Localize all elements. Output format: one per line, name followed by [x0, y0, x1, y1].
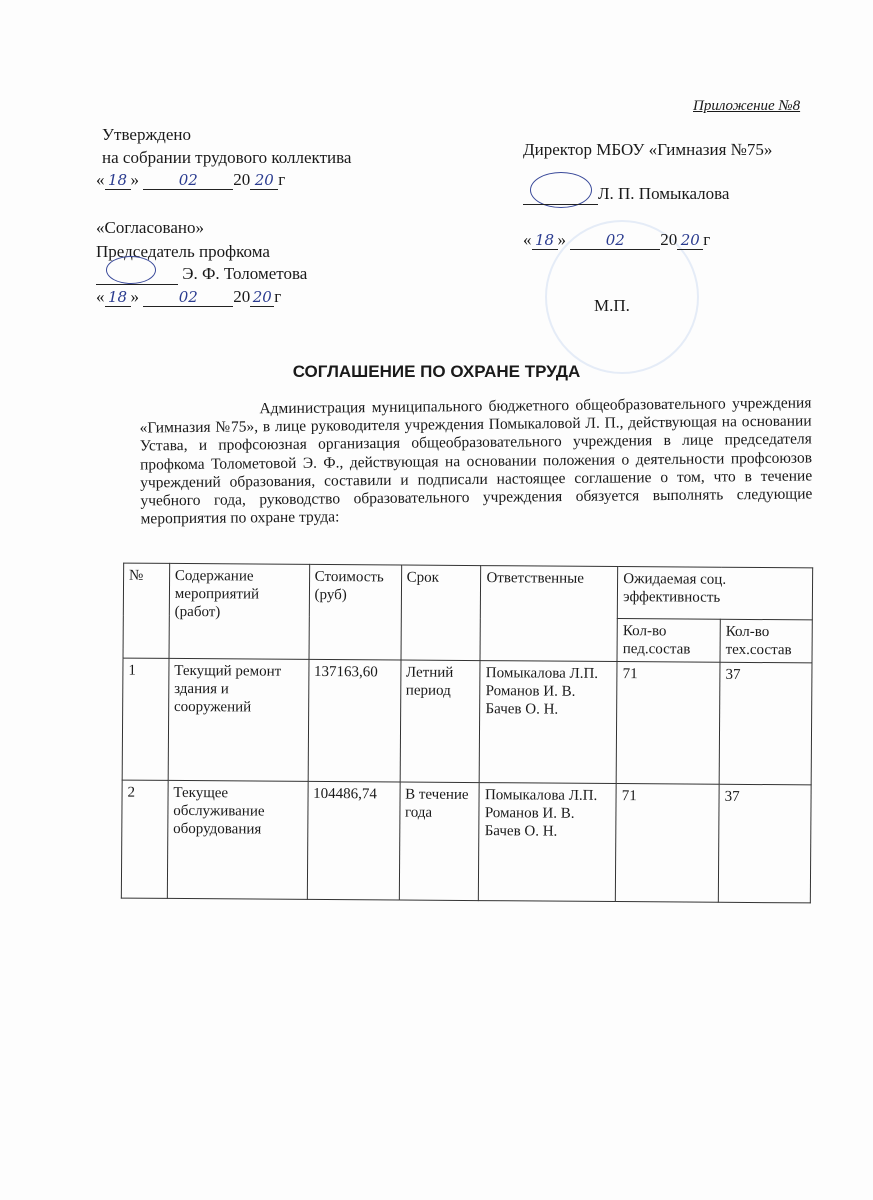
cell-content: Текущее обслуживание оборудования [167, 780, 308, 899]
director-sign-line: Л. П. Помыкалова [523, 184, 729, 205]
cell-cost: 137163,60 [308, 659, 401, 782]
measures-table [121, 563, 813, 904]
agreed-label: «Согласовано» [96, 218, 204, 237]
director-label: Директор МБОУ «Гимназия №75» [523, 140, 773, 159]
responsible-person: Бачев О. Н. [484, 823, 558, 840]
approved-label: Утверждено [102, 125, 191, 144]
cell-num: 1 [122, 658, 169, 780]
header-num: № [123, 563, 170, 658]
table-row [122, 658, 812, 785]
header-ped: Кол-во пед.состав [617, 619, 720, 663]
cell-num: 2 [121, 780, 168, 898]
header-content: Содержание мероприятий (работ) [169, 563, 309, 659]
chairman-label: Председатель профкома [96, 242, 270, 261]
cell-tech: 37 [718, 784, 811, 903]
responsible-person: Романов И. В. [485, 683, 576, 700]
director-date: « 18 » 02 20 20 г [523, 230, 711, 249]
agreement-paragraph: Администрация муниципального бюджетного общеобразовательного учреждения «Гимназия №75», в лице руководителя учреждения Помыкаловой Л. П., действующая на основании Устава, и профсоюзная организация общеобразовательного учреждения в лице председателя профкома Толометовой Э. Ф., действующая на основании положения о деятельности профсоюзов учреждений образования, составили и подписали настоящее соглашение о том, что в течение учебного года, руководство образовательного учреждения обязуется выполнять следующие мероприятия по охране труда: [139, 394, 813, 528]
meeting-label: на собрании трудового коллектива [102, 148, 352, 167]
chairman-sign-line: Э. Ф. Толометова [96, 264, 307, 285]
header-effect: Ожидаемая соц. эффективность [618, 567, 813, 620]
cell-ped: 71 [616, 784, 720, 903]
cell-cost: 104486,74 [307, 781, 400, 900]
cell-content: Текущий ремонт здания и сооружений [168, 658, 309, 781]
seal-label: М.П. [594, 296, 630, 315]
table-row [121, 780, 811, 903]
appendix-label: Приложение №8 [693, 98, 801, 114]
cell-responsible [479, 783, 617, 902]
cell-term: Летний период [400, 660, 481, 783]
header-cost: Стоимость (руб) [309, 564, 402, 660]
cell-term: В течение года [399, 782, 480, 901]
responsible-person: Помыкалова Л.П. [484, 787, 598, 804]
agreed-date: « 18 » 02 20 20 г [96, 287, 282, 306]
approval-date: « 18 » 02 20 20 г [96, 170, 286, 189]
responsible-person: Бачев О. Н. [485, 701, 559, 718]
responsible-person: Романов И. В. [484, 805, 575, 822]
cell-responsible [480, 661, 618, 784]
header-responsible: Ответственные [480, 566, 617, 662]
header-term: Срок [401, 565, 482, 661]
cell-ped: 71 [616, 662, 720, 785]
responsible-person: Помыкалова Л.П. [485, 665, 599, 682]
cell-tech: 37 [719, 662, 812, 785]
header-tech: Кол-во тех.состав [720, 619, 812, 663]
document-title: СОГЛАШЕНИЕ ПО ОХРАНЕ ТРУДА [292, 362, 581, 381]
